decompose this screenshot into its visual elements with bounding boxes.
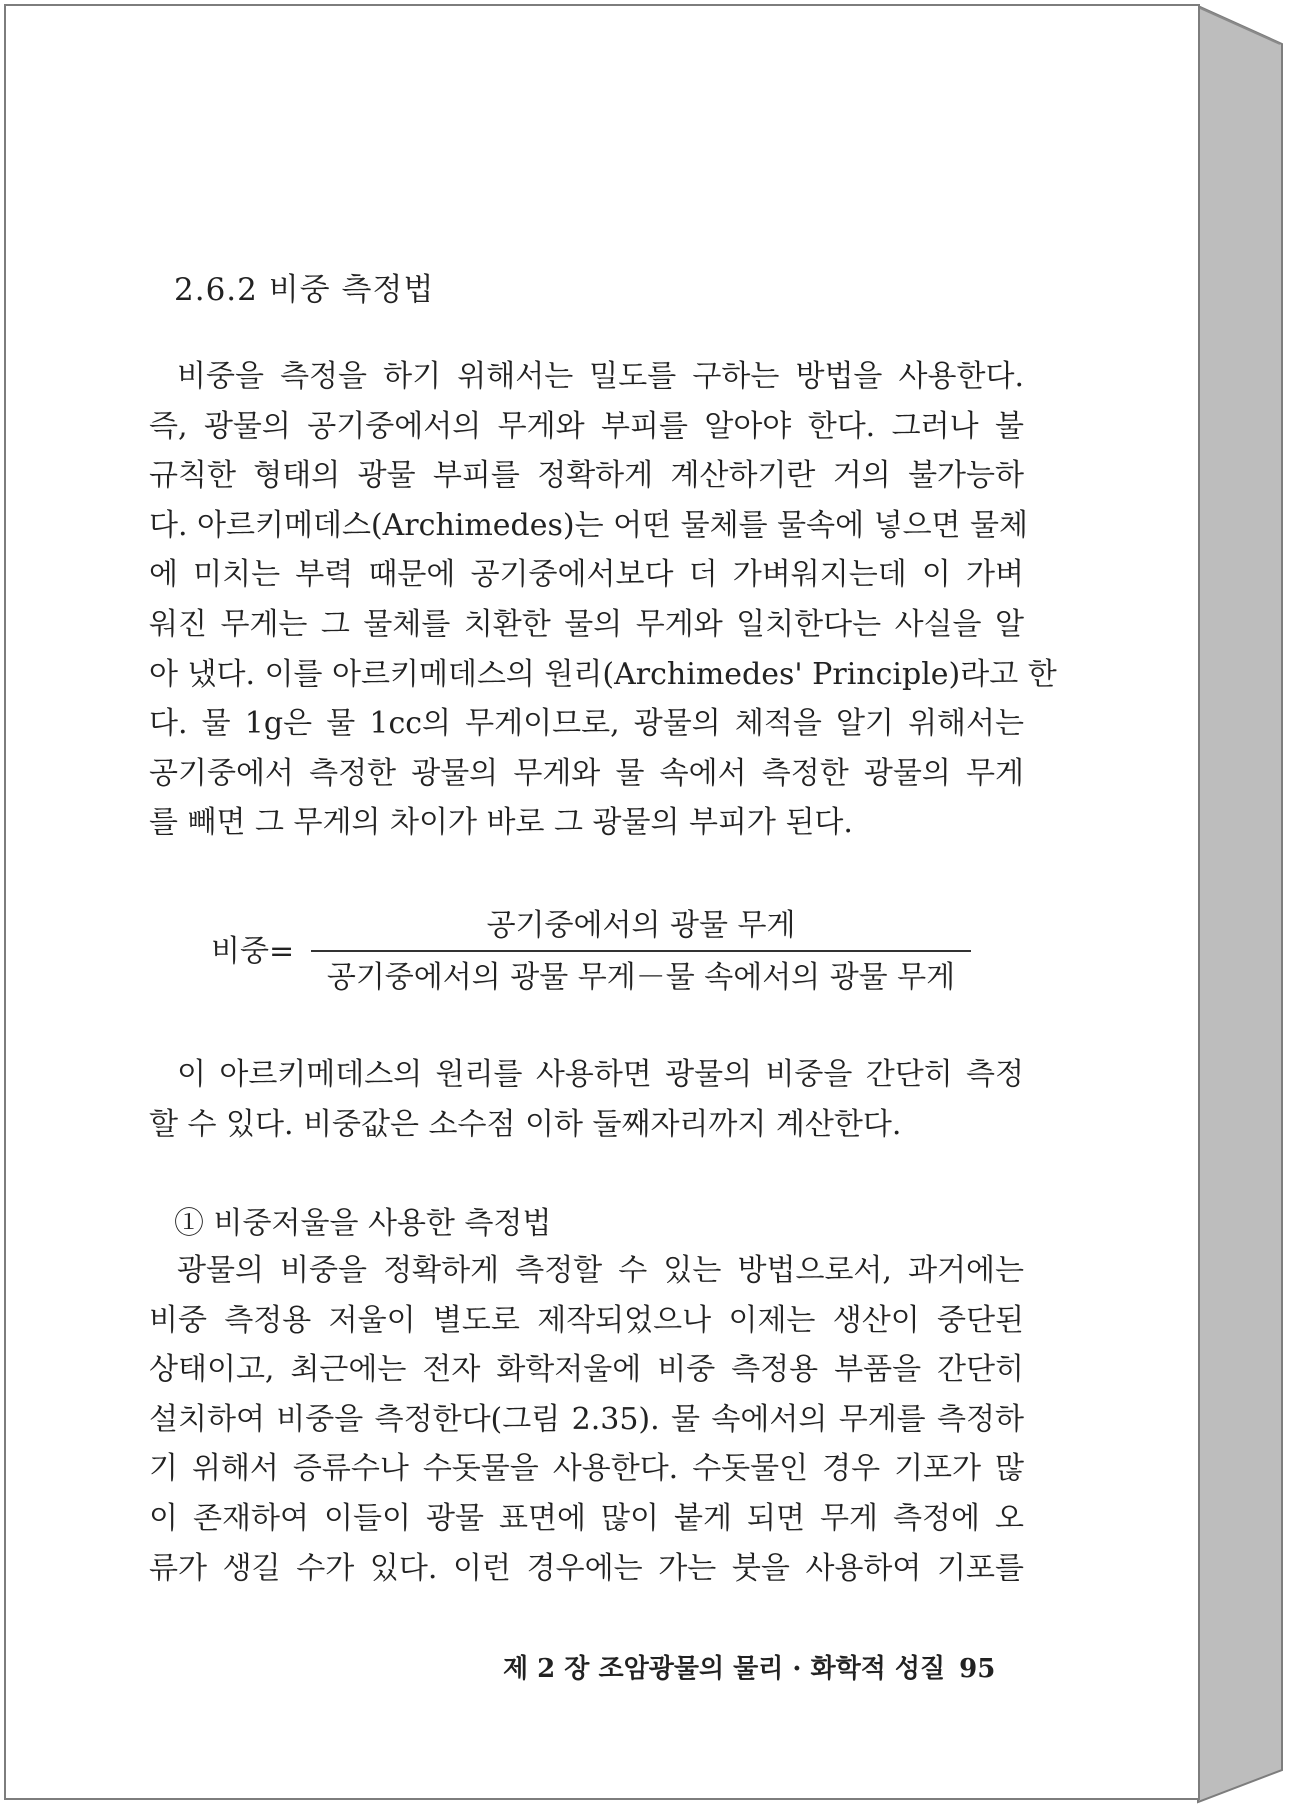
formula-denominator: 공기중에서의 광물 무게－물 속에서의 광물 무게 bbox=[326, 960, 956, 995]
page-number: 95 bbox=[959, 1654, 996, 1684]
text-line: 공기중에서 측정한 광물의 무게와 물 속에서 측정한 광물의 무게 bbox=[149, 755, 1024, 791]
formula-lhs: 비중= bbox=[211, 934, 295, 969]
text-line: 다. 아르키메데스(Archimedes)는 어떤 물체를 물속에 넣으면 물체 bbox=[149, 507, 1029, 543]
book-page bbox=[4, 4, 1200, 1800]
page-footer bbox=[503, 1648, 995, 1685]
formula-numerator: 공기중에서의 광물 무게 bbox=[486, 908, 796, 943]
text-line: 기 위해서 증류수나 수돗물을 사용한다. 수돗물인 경우 기포가 많 bbox=[149, 1451, 1024, 1487]
text-line: 이 아르키메데스의 원리를 사용하면 광물의 비중을 간단히 측정 bbox=[177, 1057, 1024, 1092]
text-line: 비중 측정용 저울이 별도로 제작되었으나 이제는 생산이 중단된 bbox=[149, 1302, 1024, 1338]
text-line: 에 미치는 부력 때문에 공기중에서보다 더 가벼워지는데 이 가벼 bbox=[149, 557, 1024, 593]
page-content bbox=[6, 6, 1202, 1802]
specific-gravity-formula bbox=[211, 904, 971, 1008]
paragraph-balance-method bbox=[149, 1246, 1024, 1593]
text-line: 광물의 비중을 정확하게 측정할 수 있는 방법으로서, 과거에는 bbox=[177, 1253, 1024, 1288]
section-heading: 2.6.2 비중 측정법 bbox=[174, 272, 435, 308]
text-line: 이 존재하여 이들이 광물 표면에 많이 붙게 되면 무게 측정에 오 bbox=[149, 1500, 1024, 1536]
text-line: 를 빼면 그 무게의 차이가 바로 그 광물의 부피가 된다. bbox=[149, 805, 853, 841]
text-line: 아 냈다. 이를 아르키메데스의 원리(Archimedes' Principle)라고 한 bbox=[149, 656, 1057, 692]
text-line: 설치하여 비중을 측정한다(그림 2.35). 물 속에서의 무게를 측정하 bbox=[149, 1401, 1024, 1437]
formula-fraction bbox=[311, 904, 971, 1000]
paragraph-density-method bbox=[149, 352, 1057, 848]
text-line: 할 수 있다. 비중값은 소수점 이하 둘째자리까지 계산한다. bbox=[149, 1106, 902, 1142]
paragraph-archimedes-usage bbox=[149, 1050, 1024, 1149]
text-line: 상태이고, 최근에는 전자 화학저울에 비중 측정용 부품을 간단히 bbox=[149, 1352, 1024, 1388]
text-line: 즉, 광물의 공기중에서의 무게와 부피를 알아야 한다. 그러나 불 bbox=[149, 408, 1024, 444]
text-line: 류가 생길 수가 있다. 이런 경우에는 가는 붓을 사용하여 기포를 bbox=[149, 1550, 1024, 1586]
running-footer-chapter: 제 2 장 조암광물의 물리 · 화학적 성질 bbox=[503, 1654, 946, 1684]
fraction-bar bbox=[311, 950, 971, 952]
text-line: 워진 무게는 그 물체를 치환한 물의 무게와 일치한다는 사실을 알 bbox=[149, 606, 1024, 642]
text-line: 비중을 측정을 하기 위해서는 밀도를 구하는 방법을 사용한다. bbox=[177, 359, 1024, 394]
text-line: 다. 물 1g은 물 1cc의 무게이므로, 광물의 체적을 알기 위해서는 bbox=[149, 706, 1024, 742]
text-line: 규칙한 형태의 광물 부피를 정확하게 계산하기란 거의 불가능하 bbox=[149, 458, 1024, 494]
subsection-heading: ① 비중저울을 사용한 측정법 bbox=[174, 1206, 552, 1241]
